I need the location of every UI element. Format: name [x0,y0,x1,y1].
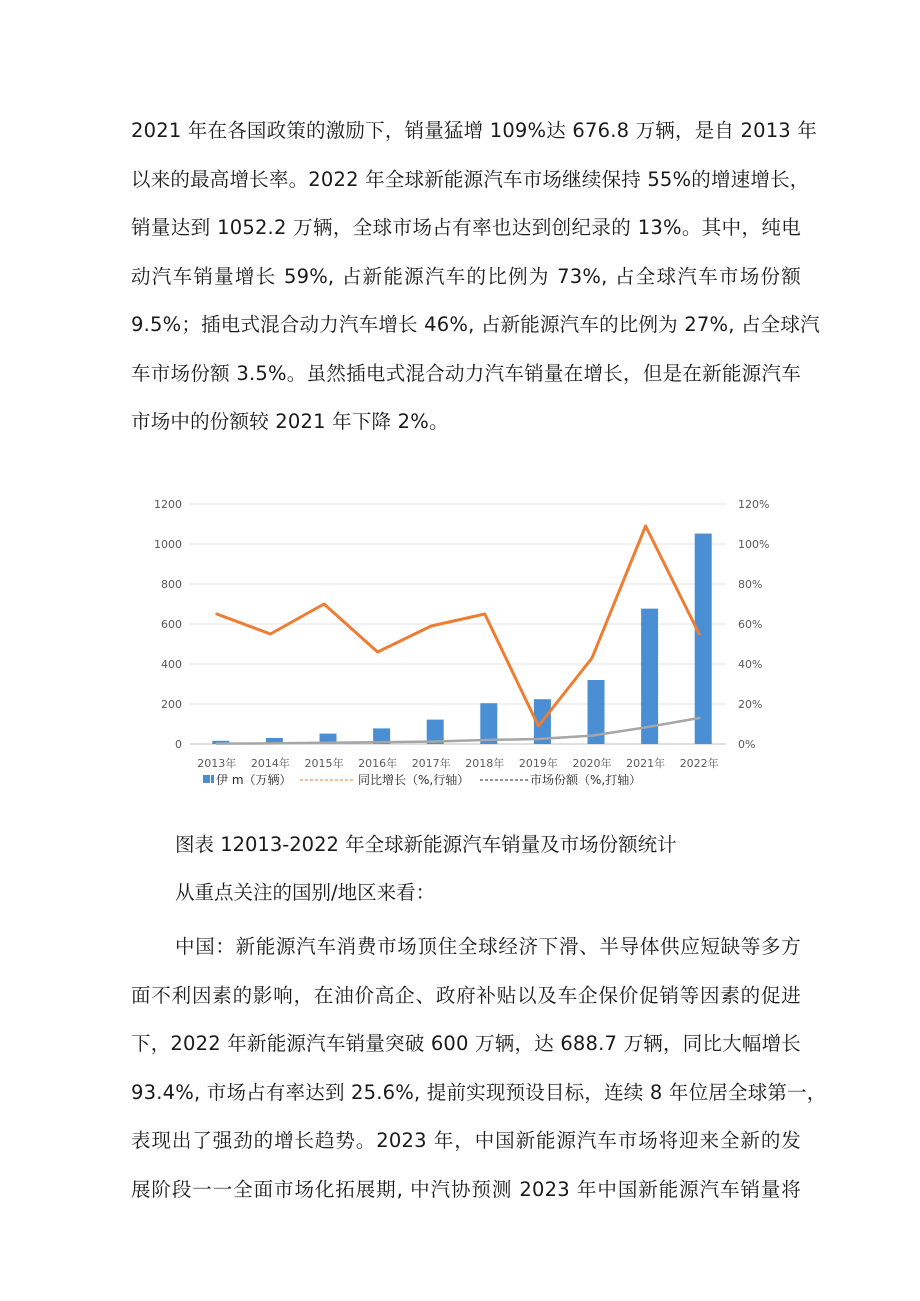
paragraph-1-line: 以来的最高增长率。2022 年全球新能源汽车市场继续保持 55%的增速增长， [131,167,810,191]
legend-marker-bar [203,775,210,783]
x-tick-label: 2021年 [626,757,666,770]
paragraph-2 [131,923,827,1214]
y-right-tick-label: 120% [738,498,770,511]
legend-marker-bar [211,775,214,783]
paragraph-1-line: 2021 年在各国政策的激励下，销量猛增 109%达 676.8 万辆，是自 2013 年 [131,119,818,142]
paragraph-2-line: 表现出了强劲的增长趋势。2023 年，中国新能源汽车市场将迎来全新的发 [131,1129,801,1152]
bar [641,609,658,744]
y-left-tick-label: 0 [175,738,182,751]
paragraph-1-line: 市场中的份额较 2021 年下降 2%。 [131,410,449,433]
x-tick-label: 2013年 [197,757,237,770]
y-left-tick-label: 1000 [154,538,182,551]
bar-series [212,534,711,744]
sales-chart [140,492,780,802]
chart-legend [203,772,641,787]
paragraph-1-line: 9.5%；插电式混合动力汽车增长 46%, 占新能源汽车的比例为 27%, 占全球汽 [131,313,820,336]
y-right-tick-label: 40% [738,658,763,671]
x-tick-label: 2015年 [304,757,344,770]
y-right-tick-label: 60% [738,618,763,631]
paragraph-2-line: 展阶段一一全面市场化拓展期, 中汽协预测 2023 年中国新能源汽车销量将 [131,1177,801,1201]
y-right-tick-label: 100% [738,538,770,551]
line-series [217,526,699,744]
paragraph-2-line: 下，2022 年新能源汽车销量突破 600 万辆，达 688.7 万辆，同比大幅增长 [131,1032,801,1055]
paragraph-1-line: 销量达到 1052.2 万辆，全球市场占有率也达到创纪录的 13%。其中，纯电 [131,216,801,239]
paragraph-2-line: 中国：新能源汽车消费市场顶住全球经济下滑、半导体供应短缺等多方 [175,935,801,958]
x-tick-label: 2019年 [518,757,558,770]
y-left-tick-label: 600 [161,618,182,631]
x-tick-label: 2016年 [358,757,398,770]
y-right-tick-label: 20% [738,698,763,711]
section-subheading: 从重点关注的国别/地区来看： [175,881,436,904]
series-line [217,718,699,744]
right-axis-ticks [738,498,769,751]
y-left-tick-label: 800 [161,578,182,591]
x-axis-ticks [197,756,718,770]
x-tick-label: 2017年 [411,757,451,770]
y-left-tick-label: 400 [161,658,182,671]
legend-label: 市场份额（%,打轴） [530,773,642,787]
paragraph-1-line: 车市场份额 3.5%。虽然插电式混合动力汽车销量在增长，但是在新能源汽车 [131,361,801,385]
series-line [217,526,699,726]
paragraph-2-line: 93.4%, 市场占有率达到 25.6%, 提前实现预设目标，连续 8 年位居全球第一， [131,1080,827,1104]
paragraph-1 [131,107,820,447]
bar [695,534,712,744]
x-tick-label: 2020年 [572,757,612,770]
legend-label: 同比增长（%,行轴） [358,773,470,787]
y-left-tick-label: 1200 [154,498,182,511]
paragraph-1-line: 动汽车销量增长 59%, 占新能源汽车的比例为 73%, 占全球汽车市场份额 [131,264,801,288]
legend-label: 伊 m（万辆） [216,773,292,787]
y-right-tick-label: 0% [738,738,756,751]
left-axis-ticks [154,498,182,751]
x-tick-label: 2022年 [679,757,719,770]
figure-caption: 图表 12013-2022 年全球新能源汽车销量及市场份额统计 [175,833,677,856]
x-tick-label: 2018年 [465,757,505,770]
x-tick-label: 2014年 [250,757,290,770]
y-left-tick-label: 200 [161,698,182,711]
bar [480,703,497,744]
y-right-tick-label: 80% [738,578,763,591]
paragraph-2-line: 面不利因素的影响，在油价高企、政府补贴以及车企保价促销等因素的促进 [131,983,801,1007]
